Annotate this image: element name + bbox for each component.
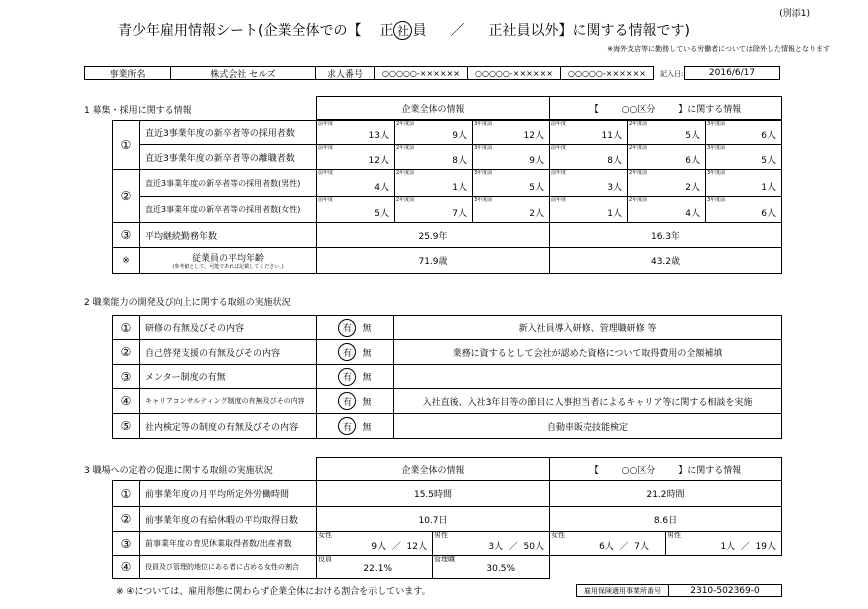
- s1-hires-female-label: 直近3事業年度の新卒者等の採用者数(女性): [139, 196, 317, 223]
- has-circle: 有: [338, 392, 356, 410]
- s1-age-label-cell: [139, 247, 317, 274]
- s1-cell: 2年度前 5人: [627, 120, 706, 145]
- insurance-number-value: 2310-502369-0: [668, 584, 782, 597]
- s2-selfdev-content: 業務に資するとして会社が認めた資格について取得費用の全額補填: [393, 339, 782, 365]
- s2-row-number: ②: [112, 339, 140, 365]
- s3-row-number: ③: [112, 531, 140, 556]
- section1-heading: 1 募集・採用に関する情報: [84, 106, 192, 116]
- s1-cell: 3年度前 12人: [472, 120, 550, 145]
- has-circle: 有: [338, 368, 356, 386]
- s1-cell: 3年度前 9人: [472, 144, 550, 170]
- s1-cell: 2年度前 7人: [394, 196, 473, 223]
- s1-cell: 3年度前 2人: [472, 196, 550, 223]
- s3-leave-company: 10.7日: [316, 506, 550, 532]
- s3-row-number: ②: [112, 506, 140, 532]
- overseas-note: ※海外支店等に勤務している労働者については除外した情報となります: [607, 45, 830, 53]
- section3-heading: 3 職場への定着の促進に関する取組の実施状況: [84, 466, 273, 476]
- s3-row-number: ①: [112, 480, 140, 507]
- section2-heading: 2 職業能力の開発及び向上に関する取組の実施状況: [84, 298, 291, 308]
- office-name-label: 事業所名: [84, 66, 171, 80]
- s1-age-sublabel: (参考値として、可能であれば記載してください。): [172, 264, 284, 270]
- office-name-value: 株式会社 セルズ: [170, 66, 316, 80]
- s1-cell: 前年度 11人: [549, 120, 628, 145]
- job-number-label: 求人番号: [315, 66, 375, 80]
- s3-childcare-company-male: 男性 3人 ／ 50人: [432, 531, 550, 556]
- job-number-2: ○○○○○-××××××: [467, 66, 561, 80]
- s3-category-header: 【 ○○区分 】に関する情報: [549, 457, 782, 481]
- s1-cell: 2年度前 2人: [627, 169, 706, 197]
- s2-mentor-label: メンター制度の有無: [139, 364, 317, 389]
- s1-tenure-company: 25.9年: [316, 222, 550, 248]
- s2-yesno: 有 無: [316, 339, 394, 365]
- s1-category-header: 【 ○○区分 】に関する情報: [549, 96, 782, 120]
- s1-cell: 3年度前 5人: [472, 169, 550, 197]
- s1-cell: 前年度 13人: [316, 120, 395, 145]
- s1-age-mark: ※: [112, 247, 140, 274]
- has-circle: 有: [338, 417, 356, 435]
- s1-cell: 2年度前 9人: [394, 120, 473, 145]
- s2-selfdev-label: 自己啓発支援の有無及びその内容: [139, 339, 317, 365]
- s1-cell: 前年度 5人: [316, 196, 395, 223]
- s1-cell: 2年度前 6人: [627, 144, 706, 170]
- s3-manager-ratio: 管理職 30.5%: [432, 555, 550, 579]
- s3-leave-category: 8.6日: [549, 506, 782, 532]
- attachment-label: (別添1): [779, 9, 810, 19]
- s2-row-number: ①: [112, 315, 140, 340]
- s1-cell: 前年度 12人: [316, 144, 395, 170]
- s2-certification-label: 社内検定等の制度の有無及びその内容: [139, 413, 317, 439]
- s2-row-number: ③: [112, 364, 140, 389]
- page-title: 青少年雇用情報シート(企業全体での【 正 社 員 ／ 正社員以外】に関する情報です): [118, 23, 690, 39]
- s3-childcare-category-male: 男性 1人 ／ 19人: [665, 531, 782, 556]
- s3-overtime-label: 前事業年度の月平均所定外労働時間: [139, 480, 317, 507]
- job-number-3: ○○○○○-××××××: [560, 66, 654, 80]
- s1-hires-label: 直近3事業年度の新卒者等の採用者数: [139, 120, 317, 145]
- has-circle: 有: [338, 343, 356, 361]
- s3-officer-ratio: 役員 22.1%: [316, 555, 433, 579]
- s3-leave-label: 前事業年度の有給休暇の平均取得日数: [139, 506, 317, 532]
- s1-company-header: 企業全体の情報: [316, 96, 550, 120]
- footnote: ※ ④については、雇用形態に関わらず企業全体における割合を示しています。: [116, 587, 431, 597]
- s2-training-content: 新入社員導入研修、管理職研修 等: [393, 315, 782, 340]
- s3-childcare-company-female: 女性 9人 ／ 12人: [316, 531, 433, 556]
- s3-company-header: 企業全体の情報: [316, 457, 550, 481]
- date-value: 2016/6/17: [684, 66, 780, 80]
- s1-age-category: 43.2歳: [549, 247, 782, 274]
- has-circle: 有: [338, 319, 356, 337]
- s1-cell: 前年度 4人: [316, 169, 395, 197]
- s1-group2-number: ②: [112, 169, 140, 223]
- s1-cell: 3年度前 5人: [705, 144, 782, 170]
- job-number-1: ○○○○○-××××××: [374, 66, 468, 80]
- s1-age-label: 従業員の平均年齢: [191, 254, 264, 264]
- s1-tenure-number: ③: [112, 222, 140, 248]
- s3-childcare-label: 前事業年度の育児休業取得者数/出産者数: [139, 531, 317, 556]
- s1-group1-number: ①: [112, 120, 140, 170]
- s3-overtime-company: 15.5時間: [316, 480, 550, 507]
- s1-age-company: 71.9歳: [316, 247, 550, 274]
- s2-yesno: 有 無: [316, 315, 394, 340]
- selected-type-circle: 社: [393, 21, 412, 40]
- s3-women-mgr-label: 役員及び管理的地位にある者に占める女性の割合: [139, 555, 317, 579]
- s2-career-content: 入社直後、入社3年目等の節目に人事担当者によるキャリア等に関する相談を実施: [393, 388, 782, 414]
- s2-career-label: キャリアコンサルティング制度の有無及びその内容: [139, 388, 317, 414]
- s1-cell: 3年度前 1人: [705, 169, 782, 197]
- s1-cell: 2年度前 1人: [394, 169, 473, 197]
- s2-yesno: 有 無: [316, 413, 394, 439]
- s2-mentor-content: [393, 364, 782, 389]
- s1-cell: 前年度 1人: [549, 196, 628, 223]
- s1-cell: 前年度 3人: [549, 169, 628, 197]
- s2-row-number: ④: [112, 388, 140, 414]
- s1-cell: 2年度前 8人: [394, 144, 473, 170]
- s2-row-number: ⑤: [112, 413, 140, 439]
- s3-childcare-category-female: 女性 6人 ／ 7人: [549, 531, 666, 556]
- s1-cell: 2年度前 4人: [627, 196, 706, 223]
- s3-overtime-category: 21.2時間: [549, 480, 782, 507]
- s3-row-number: ④: [112, 555, 140, 579]
- insurance-number-label: 雇用保険適用事業所番号: [576, 584, 669, 597]
- s2-yesno: 有 無: [316, 388, 394, 414]
- s1-separations-label: 直近3事業年度の新卒者等の離職者数: [139, 144, 317, 170]
- s1-tenure-label: 平均継続勤務年数: [139, 222, 317, 248]
- s2-yesno: 有 無: [316, 364, 394, 389]
- s1-cell: 前年度 8人: [549, 144, 628, 170]
- s1-hires-male-label: 直近3事業年度の新卒者等の採用者数(男性): [139, 169, 317, 197]
- s2-training-label: 研修の有無及びその内容: [139, 315, 317, 340]
- date-label: 記入日:: [660, 70, 684, 78]
- s1-tenure-category: 16.3年: [549, 222, 782, 248]
- s2-certification-content: 自動車販売技能検定: [393, 413, 782, 439]
- s1-cell: 3年度前 6人: [705, 196, 782, 223]
- s1-cell: 3年度前 6人: [705, 120, 782, 145]
